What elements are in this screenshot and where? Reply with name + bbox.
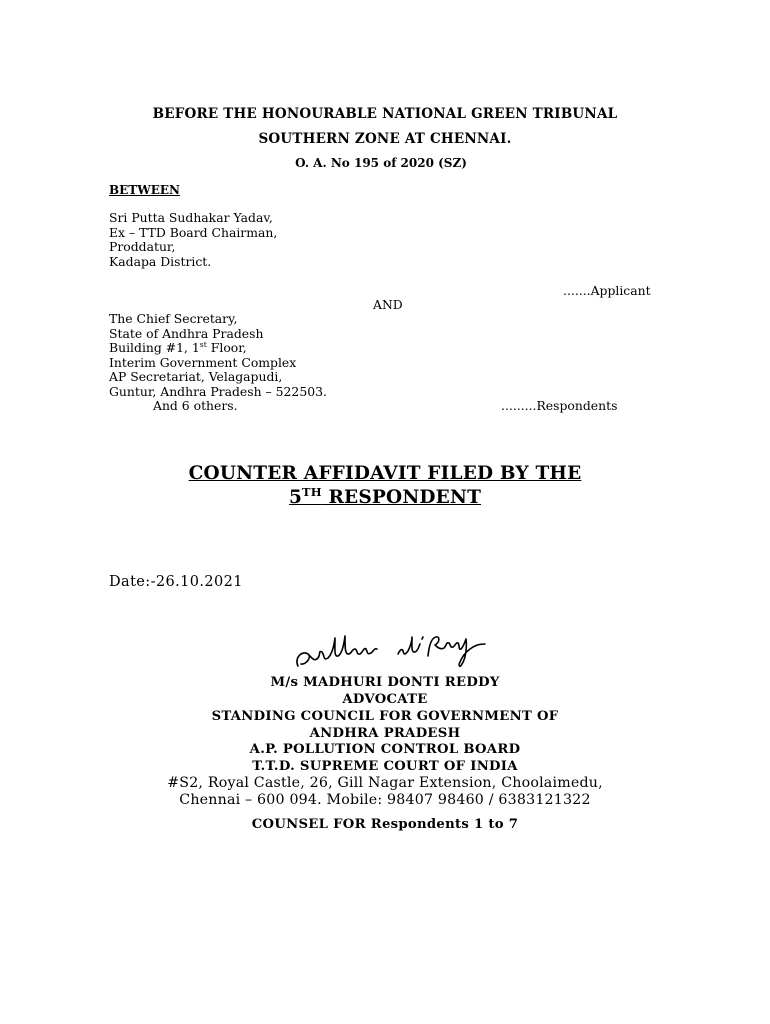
counsel-for: COUNSEL FOR Respondents 1 to 7: [251, 817, 519, 832]
applicant-line: Ex – TTD Board Chairman,: [109, 224, 278, 240]
counsel-contact: Chennai – 600 094. Mobile: 98407 98460 / 6383121322: [179, 792, 591, 808]
counsel-address: #S2, Royal Castle, 26, Gill Nagar Extension, Choolaimedu,: [167, 775, 603, 791]
respondent-line: AP Secretariat, Velagapudi,: [109, 369, 283, 385]
respondent-number: 5: [288, 487, 303, 508]
counsel-role: STANDING COUNCIL FOR GOVERNMENT OF: [211, 709, 559, 724]
respondent-line: The Chief Secretary,: [109, 311, 238, 326]
respondent-building: Building #1, 1: [109, 340, 200, 356]
counsel-designation: ADVOCATE: [342, 692, 428, 707]
respondent-block: [109, 312, 327, 400]
counsel-role: A.P. POLLUTION CONTROL BOARD: [249, 742, 521, 757]
applicant-line: Kadapa District.: [109, 253, 212, 269]
signature: [288, 624, 488, 674]
filing-date: Date:-26.10.2021: [109, 574, 243, 590]
respondent-others: And 6 others.: [153, 398, 238, 413]
document-title: COUNTER AFFIDAVIT FILED BY THE: [188, 463, 582, 484]
respondent-line: [109, 341, 327, 356]
zone-name: SOUTHERN ZONE AT CHENNAI.: [258, 131, 512, 147]
counsel-name: M/s MADHURI DONTI REDDY: [270, 675, 500, 690]
respondent-line: Guntur, Andhra Pradesh – 522503.: [109, 383, 327, 399]
applicant-line: Sri Putta Sudhakar Yadav,: [109, 210, 273, 225]
case-number: O. A. No 195 of 2020 (SZ): [295, 156, 467, 170]
respondent-line: State of Andhra Pradesh: [109, 325, 264, 341]
respondent-floor: Floor,: [206, 340, 247, 356]
between-label: BETWEEN: [109, 183, 180, 197]
respondent-word: RESPONDENT: [321, 487, 482, 508]
applicant-line: Proddatur,: [109, 239, 176, 255]
respondent-role: .........Respondents: [501, 398, 618, 413]
and-label: AND: [373, 297, 403, 312]
document-title-line2: [0, 484, 770, 508]
ordinal-suffix: st: [199, 340, 207, 350]
ordinal-suffix: TH: [302, 484, 322, 499]
tribunal-name: BEFORE THE HONOURABLE NATIONAL GREEN TRIBUNAL: [152, 106, 618, 122]
counsel-role: ANDHRA PRADESH: [309, 726, 461, 741]
applicant-block: [109, 211, 277, 269]
applicant-role: .......Applicant: [563, 283, 651, 298]
counsel-role: T.T.D. SUPREME COURT OF INDIA: [252, 759, 518, 774]
respondent-line: Interim Government Complex: [109, 354, 297, 370]
